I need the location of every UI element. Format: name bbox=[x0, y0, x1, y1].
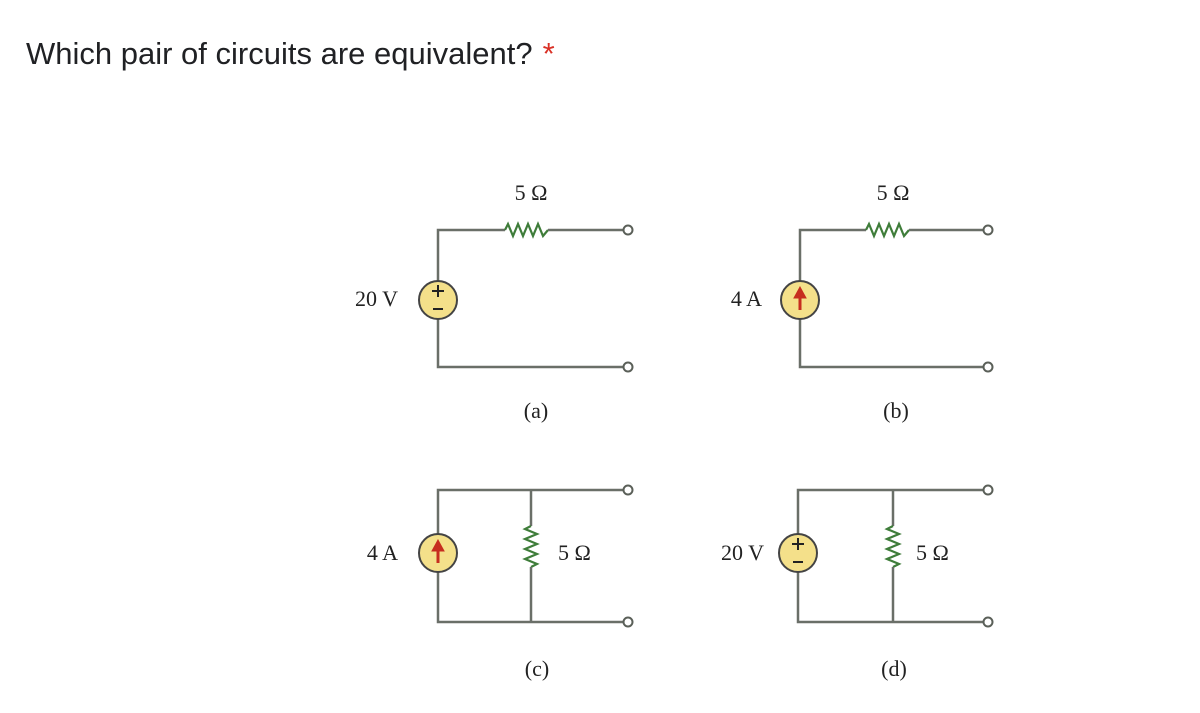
terminal-icon bbox=[984, 363, 993, 372]
source-label: 20 V bbox=[721, 540, 764, 565]
required-asterisk: * bbox=[542, 36, 555, 71]
terminal-icon bbox=[624, 486, 633, 495]
circuit-caption: (d) bbox=[881, 656, 907, 681]
terminal-icon bbox=[984, 226, 993, 235]
shunt-resistor-icon bbox=[525, 526, 537, 567]
circuit-b bbox=[731, 180, 993, 423]
question-text: Which pair of circuits are equivalent? bbox=[26, 36, 533, 71]
voltage-source-icon bbox=[419, 281, 457, 319]
resistor-label: 5 Ω bbox=[558, 540, 591, 565]
terminal-icon bbox=[984, 486, 993, 495]
circuit-d bbox=[721, 486, 993, 682]
circuit-caption: (c) bbox=[524, 656, 550, 681]
terminal-icon bbox=[624, 226, 633, 235]
terminal-icon bbox=[984, 618, 993, 627]
shunt-resistor-icon bbox=[887, 526, 899, 567]
series-resistor-icon bbox=[505, 224, 548, 236]
circuit-caption: (b) bbox=[883, 398, 909, 423]
terminal-icon bbox=[624, 363, 633, 372]
source-label: 4 A bbox=[730, 286, 762, 311]
voltage-source-icon bbox=[779, 534, 817, 572]
circuit-caption: (a) bbox=[523, 398, 549, 423]
resistor-label: 5 Ω bbox=[514, 180, 548, 205]
resistor-label: 5 Ω bbox=[916, 540, 949, 565]
current-source-icon bbox=[419, 534, 457, 572]
source-label: 20 V bbox=[355, 286, 398, 311]
current-source-icon bbox=[781, 281, 819, 319]
resistor-label: 5 Ω bbox=[876, 180, 910, 205]
circuit-c bbox=[367, 486, 633, 682]
series-resistor-icon bbox=[866, 224, 909, 236]
circuit-a bbox=[355, 180, 633, 423]
source-label: 4 A bbox=[366, 540, 398, 565]
terminal-icon bbox=[624, 618, 633, 627]
